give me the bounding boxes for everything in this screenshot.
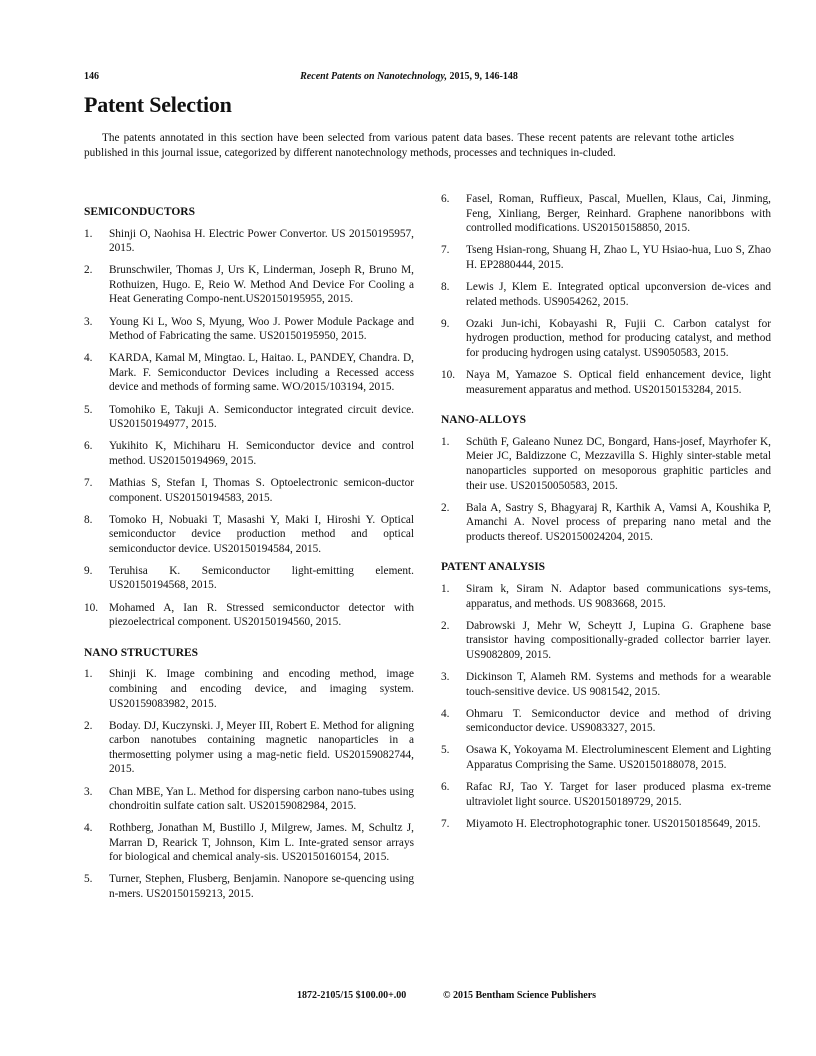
reference-text: Tomohiko E, Takuji A. Semiconductor integrated circuit device. US20150194977, 2015. — [109, 403, 414, 431]
reference-number: 3. — [441, 670, 450, 683]
reference-number: 3. — [84, 315, 93, 328]
reference-text: Ohmaru T. Semiconductor device and method of driving semiconductor device. US9083327, 2015. — [466, 707, 771, 735]
section-nano-alloys — [441, 413, 771, 544]
reference-item — [84, 476, 414, 505]
section-heading: SEMICONDUCTORS — [84, 206, 195, 218]
reference-text: Fasel, Roman, Ruffieux, Pascal, Muellen, Klaus, Cai, Jinming, Feng, Xinliang, Berger, Reinhard. Graphene nanoribbons with controlled modifications. US20150158850, 2015. — [466, 193, 771, 235]
reference-number: 2. — [84, 719, 93, 732]
reference-number: 1. — [84, 227, 93, 240]
reference-item — [84, 719, 414, 777]
section-semiconductors — [84, 205, 414, 630]
reference-text: Miyamoto H. Electrophotographic toner. US20150185649, 2015. — [466, 817, 761, 830]
reference-item — [441, 243, 771, 272]
reference-text: Schüth F, Galeano Nunez DC, Bongard, Hans-josef, Mayrhofer K, Meier JC, Baldizzone C, Mezzavilla S. Highly sinter-stable metal nanoparticles supported on mesoporous graphitic particles and their use. US20150050583, 2015. — [466, 435, 771, 492]
issn-price: 1872-2105/15 $100.00+.00 — [297, 990, 407, 1001]
reference-number: 2. — [84, 264, 93, 277]
reference-number: 9. — [441, 317, 450, 330]
reference-text: Young Ki L, Woo S, Myung, Woo J. Power Module Package and Method of Fabricating the same. US20150195950, 2015. — [109, 315, 414, 343]
reference-number: 5. — [84, 873, 93, 886]
journal-citation — [84, 71, 734, 82]
reference-list — [441, 582, 771, 831]
reference-text: Bala A, Sastry S, Bhagyaraj R, Karthik A, Vamsi A, Koushika P, Amanchi A. Novel process of preparing nano metal and the products thereof. US20150024204, 2015. — [466, 501, 771, 543]
reference-text: Lewis J, Klem E. Integrated optical upconversion de-vices and related methods. US9054262, 2015. — [466, 280, 771, 308]
reference-item — [441, 582, 771, 611]
reference-number: 8. — [84, 513, 93, 526]
reference-number: 2. — [441, 619, 450, 632]
reference-item — [441, 619, 771, 663]
reference-text: Chan MBE, Yan L. Method for dispersing carbon nano-tubes using chondroitin sulfate cation salt. US20159082984, 2015. — [109, 785, 414, 813]
reference-text: Yukihito K, Michiharu H. Semiconductor device and control method. US20150194969, 2015. — [109, 440, 414, 467]
reference-item — [84, 601, 414, 630]
reference-number: 6. — [441, 193, 450, 205]
reference-number: 4. — [84, 352, 93, 365]
intro-paragraph: The patents annotated in this section have been selected from various patent data bases. These recent patents are relevant tothe articles published in this journal issue, categorized by different nanotechnology methods, processes and techniques in-cluded. — [84, 132, 734, 159]
reference-text: Dabrowski J, Mehr W, Scheytt J, Lupina G. Graphene base transistor having compositionally-graded collector barrier layer. US9082809, 2015. — [466, 619, 771, 661]
reference-item — [441, 817, 771, 832]
section-nano-structures — [84, 646, 414, 902]
reference-list — [84, 227, 414, 630]
reference-text: Dickinson T, Alameh RM. Systems and methods for a wearable touch-sensitive device. US 9081542, 2015. — [466, 670, 771, 698]
reference-list — [441, 435, 771, 545]
reference-item — [84, 821, 414, 865]
reference-item — [84, 785, 414, 814]
reference-item — [84, 564, 414, 593]
reference-text: Rafac RJ, Tao Y. Target for laser produced plasma ex-treme ultraviolet light source. US20150189729, 2015. — [466, 781, 771, 808]
reference-number: 5. — [441, 744, 450, 757]
section-heading: NANO-ALLOYS — [441, 414, 526, 427]
reference-item — [441, 317, 771, 361]
reference-text: Siram k, Siram N. Adaptor based communications sys-tems, apparatus, and methods. US 9083668, 2015. — [466, 582, 771, 610]
section-patent-analysis — [441, 560, 771, 831]
reference-number: 7. — [84, 476, 93, 489]
reference-number: 10. — [84, 601, 99, 614]
reference-text: Mohamed A, Ian R. Stressed semiconductor detector with piezoelectrical component. US20150194560, 2015. — [109, 601, 414, 629]
reference-text: KARDA, Kamal M, Mingtao. L, Haitao. L, PANDEY, Chandra. D, Mark. F. Semiconductor Devices including a Recessed access device and methods of forming same. WO/2015/103194, 2015. — [109, 352, 414, 394]
reference-item — [441, 501, 771, 545]
reference-text: Teruhisa K. Semiconductor light-emitting element. US20150194568, 2015. — [109, 564, 414, 592]
reference-number: 8. — [441, 280, 450, 293]
reference-item — [84, 403, 414, 432]
reference-item — [84, 351, 414, 395]
reference-number: 7. — [441, 244, 450, 257]
reference-text: Mathias S, Stefan I, Thomas S. Optoelectronic semicon-ductor component. US20150194583, 2015. — [109, 476, 414, 504]
copyright-notice: © 2015 Bentham Science Publishers — [443, 990, 597, 1001]
reference-item — [84, 227, 414, 256]
reference-number: 1. — [441, 435, 450, 448]
section-heading: NANO STRUCTURES — [84, 646, 199, 659]
reference-item — [84, 315, 414, 344]
reference-text: Ozaki Jun-ichi, Kobayashi R, Fujii C. Carbon catalyst for hydrogen production, method for producing catalyst, and method for producing hydrogen using catalyst. US9050583, 2015. — [466, 317, 771, 359]
page-title: Patent Selection — [84, 92, 232, 117]
reference-item — [84, 667, 414, 711]
reference-text: Tseng Hsian-rong, Shuang H, Zhao L, YU Hsiao-hua, Luo S, Zhao H. EP2880444, 2015. — [466, 244, 771, 271]
reference-text: Brunschwiler, Thomas J, Urs K, Linderman, Joseph R, Bruno M, Rothuizen, Hugo. E, Reio W. Method And Device For Cooling a Heat Generating Compo-nent.US20150195955, 2015. — [109, 264, 414, 306]
reference-text: Shinji O, Naohisa H. Electric Power Convertor. US 20150195957, 2015. — [109, 227, 414, 255]
reference-item — [84, 263, 414, 307]
reference-text: Turner, Stephen, Flusberg, Benjamin. Nanopore se-quencing using n-mers. US20150159213, 2015. — [109, 873, 414, 901]
reference-number: 7. — [441, 817, 450, 830]
reference-number: 3. — [84, 785, 93, 798]
reference-item — [441, 368, 771, 397]
reference-number: 2. — [441, 501, 450, 514]
reference-list — [84, 667, 414, 901]
section-heading: PATENT ANALYSIS — [441, 561, 546, 574]
reference-item — [441, 192, 771, 236]
journal-title: Recent Patents on Nanotechnology, — [300, 71, 447, 82]
reference-number: 9. — [84, 564, 93, 577]
reference-item — [441, 707, 771, 736]
reference-item — [441, 435, 771, 493]
reference-item — [441, 743, 771, 772]
reference-number: 4. — [84, 822, 93, 835]
reference-text: Rothberg, Jonathan M, Bustillo J, Milgrew, James. M, Schultz J, Marran D, Rearick T, Johnson, Kim L. Inte-grated sensor arrays for biological and chemical analy-sis. US20150160154, 2015. — [109, 822, 414, 864]
reference-list — [441, 192, 771, 397]
reference-item — [84, 513, 414, 557]
reference-number: 1. — [441, 582, 450, 595]
reference-number: 10. — [441, 368, 456, 381]
reference-text: Shinji K. Image combining and encoding method, image combining and encoding device, and imaging system. US20159083982, 2015. — [109, 668, 414, 710]
reference-item — [84, 872, 414, 901]
reference-number: 1. — [84, 668, 93, 681]
reference-text: Naya M, Yamazoe S. Optical field enhancement device, light measurement apparatus and method. US20150153284, 2015. — [466, 368, 771, 396]
reference-item — [441, 280, 771, 309]
reference-text: Osawa K, Yokoyama M. Electroluminescent Element and Lighting Apparatus Comprising the Same. US20150188078, 2015. — [466, 744, 771, 771]
reference-item — [441, 780, 771, 809]
reference-item — [84, 439, 414, 468]
section-nano-structures-continued — [441, 192, 771, 397]
reference-text: Tomoko H, Nobuaki T, Masashi Y, Maki I, Hiroshi Y. Optical semiconductor device production method and optical semiconductor device. US20150194584, 2015. — [109, 513, 414, 555]
reference-number: 6. — [84, 440, 93, 453]
journal-volume-pages: 2015, 9, 146-148 — [447, 71, 518, 82]
reference-number: 6. — [441, 781, 450, 793]
reference-number: 5. — [84, 403, 93, 416]
reference-text: Boday. DJ, Kuczynski. J, Meyer III, Robert E. Method for aligning carbon nanotubes containing magnetic nanoparticles in a thermosetting polymer using a mag-netic field. US20159082744, 2015. — [109, 719, 414, 776]
reference-item — [441, 670, 771, 699]
right-column — [441, 192, 771, 839]
page-number: 146 — [84, 71, 99, 82]
left-column — [84, 205, 414, 909]
reference-number: 4. — [441, 707, 450, 720]
